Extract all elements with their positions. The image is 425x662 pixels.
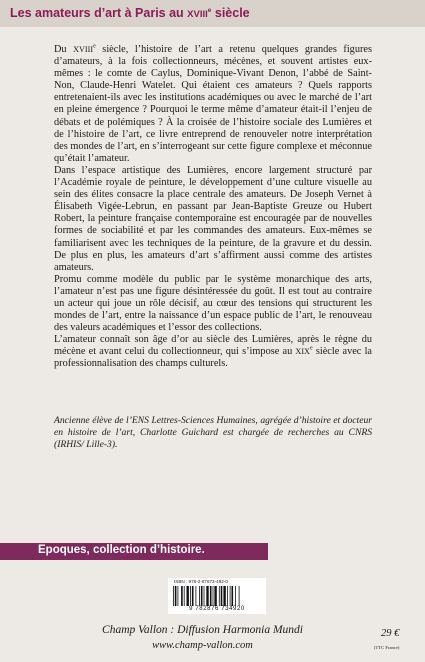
paragraph-4: [54, 334, 372, 370]
barcode-bar: [235, 586, 236, 606]
title-lead: Les amateurs d’art à Paris au: [10, 6, 188, 20]
paragraph-4-text-a: L’amateur connaît son âge d’or au siècle des Lumières, après le règne du mécène et avant celui du collectionneur, qui s’impose au: [54, 334, 372, 358]
barcode-image: [172, 586, 262, 606]
barcode-bar: [219, 586, 220, 606]
paragraph-2: Dans l’espace artistique des Lumières, encore largement structuré par l’Académie royale de peinture, le développement d’une culture visuelle au sein des élites consacre la place centrale des amateurs. De Joseph Vernet à Élisabeth Vigée-Lebrun, en passant par Jean-Baptiste Greuze ou Hubert Robert, la peinture française contemporaine est encouragée par de nouvelles formes de sociabilité et par les commandes des amateurs. Eux-mêmes se familiarisent avec les techniques de la peinture, de la gravure et du dessin. De plus en plus, les amateurs d’art s’affirment aussi comme des artistes amateurs.: [54, 164, 372, 273]
paragraph-1-du: Du: [54, 44, 74, 55]
paragraph-4-text-b: siècle avec la professionnalisation des champs culturels.: [54, 346, 372, 370]
barcode-bar: [210, 586, 212, 606]
paragraph-3: Promu comme modèle du public par le système monarchique des arts, l’amateur n’est pas une figure désintéressée du goût. Il est tout au contraire un acteur qui joue un rôle décisif, au cœur des tensions qui structurent les mondes de l’art, entre la naissance d’un espace public de l’art, le renouveau des valeurs académiques et l’essor des collections.: [54, 273, 372, 334]
barcode-bar: [196, 586, 197, 606]
isbn-number: ISBN : 978-2-87673-492-0: [174, 579, 228, 584]
barcode-bar: [184, 586, 185, 606]
barcode-bar: [187, 586, 189, 606]
barcode-bar: [192, 586, 194, 606]
barcode-bar: [175, 586, 177, 606]
barcode-digits: 9 782876 734920: [189, 606, 245, 612]
barcode-bar: [199, 586, 200, 606]
title-tail: siècle: [211, 6, 250, 20]
barcode-bar: [223, 586, 225, 606]
barcode-bar: [227, 586, 228, 606]
paragraph-1-text: siècle, l’histoire de l’art a retenu quelques grandes figures d’amateurs, à la fois collectionneurs, mécènes, et souvent artistes eux-mêmes : le comte de Caylus, Dominique-Vivant Denon, l’abbé de Saint-Non, Claude-Henri Watelet. Qui étaient ces amateurs ? Quels rapports entretenaient-ils avec les institutions académiques ou avec le marché de l’art en pleine émergence ? Pourquoi le terme même d’amateur était-il l’enjeu de débats et de polémiques ? À la croisée de l’histoire sociale des Lumières et de l’histoire de l’art, ce livre entreprend de renouveler notre interprétation des mondes de l’art, en s’interrogeant sur cette figure complexe et méconnue qu’était l’amateur.: [54, 44, 372, 164]
barcode-bar: [239, 586, 240, 606]
back-cover-blurb: [54, 44, 372, 371]
collection-label: Epoques, collection d’histoire.: [38, 544, 205, 556]
paragraph-1-sup: e: [93, 43, 96, 50]
paragraph-1: [54, 44, 372, 165]
barcode-bar: [173, 586, 174, 606]
barcode-bar: [213, 586, 214, 606]
barcode-bar: [181, 586, 183, 606]
paragraph-1-century: XVIII: [73, 45, 94, 54]
barcode-bar: [214, 586, 216, 606]
barcode-bar: [190, 586, 191, 606]
barcode-bar: [201, 586, 203, 606]
paragraph-4-century: XIX: [295, 347, 310, 357]
book-title: [10, 6, 410, 20]
barcode-bar: [206, 586, 208, 606]
title-sup: e: [207, 6, 212, 14]
publisher-distribution: Champ Vallon : Diffusion Harmonia Mundi: [102, 624, 303, 636]
price-note: (TTC France): [374, 645, 400, 650]
author-bio: Ancienne élève de l’ENS Lettres-Sciences Humaines, agrégée d’histoire et docteur en histoire de l’art, Charlotte Guichard est chargée de recherches au CNRS (IRHIS/ Lille-3).: [54, 415, 372, 450]
isbn-barcode-block: [168, 578, 266, 614]
paragraph-4-sup: e: [309, 345, 313, 352]
barcode-bar: [232, 586, 234, 606]
title-century: XVIII: [187, 9, 208, 20]
barcode-bar: [221, 586, 223, 606]
publisher-website[interactable]: www.champ-vallon.com: [152, 640, 253, 651]
price: 29 €: [381, 628, 400, 639]
barcode-bar: [204, 586, 205, 606]
barcode-bar: [178, 586, 179, 606]
barcode-bar: [230, 586, 231, 606]
